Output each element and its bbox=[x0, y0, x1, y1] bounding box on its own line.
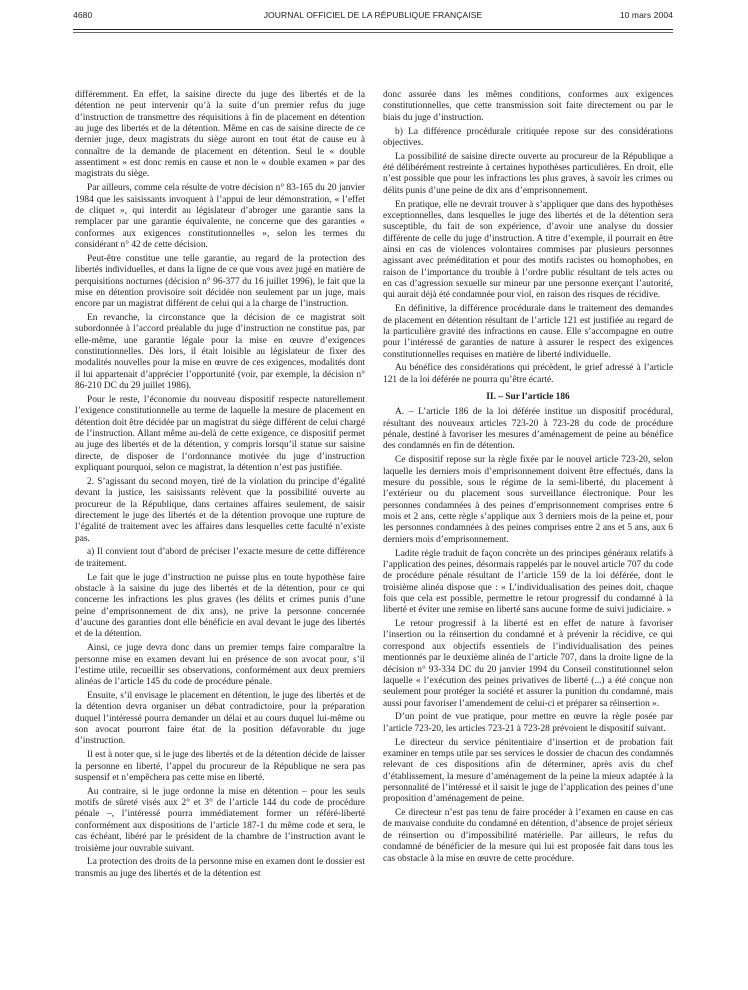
issue-date: 10 mars 2004 bbox=[619, 10, 673, 20]
journal-title: JOURNAL OFFICIEL DE LA RÉPUBLIQUE FRANÇAISE bbox=[263, 10, 483, 20]
paragraph: Il est à noter que, si le juge des libertés et de la détention décide de laisser la personne en liberté, l’appel du procureur de la République ne sera pas suspensif et n’empêchera pas cette mise en liberté. bbox=[75, 750, 365, 783]
paragraph: Ce directeur n’est pas tenu de faire procéder à l’examen en cause en cas de mauvaise conduite du condamné en détention, d’absence de projet sérieux de réinsertion ou d’impossibilité matérielle. Par ailleurs, le refus du condamné de bénéficier de la mesure qui lui est proposée fait dans tous les cas obstacle à la mise en œuvre de cette procédure. bbox=[383, 808, 673, 864]
paragraph: Le fait que le juge d’instruction ne puisse plus en toute hypothèse faire obstacle à la saisine du juge des libertés et de la détention, pour ce qui concerne les infractions les plus graves (les délits et crimes punis d’une peine d’emprisonnement de dix ans), ne prive la personne concernée d’aucune des garanties dont elle bénéficie en aval devant le juge des libertés et de la détention. bbox=[75, 572, 365, 640]
paragraph: Au bénéfice des considérations qui précèdent, le grief adressé à l’article 121 de la loi déférée ne pourra qu’être écarté. bbox=[383, 363, 673, 385]
paragraph: En définitive, la différence procédurale dans le traitement des demandes de placement en détention résultant de l’article 121 est justifiée au regard de la particulière gravité des infractions en cause. Elle s’accompagne en outre pour l’intéressé de garanties de nature à assurer le respect des exigences constitutionnelles requises en matière de liberté individuelle. bbox=[383, 304, 673, 360]
header-rule bbox=[73, 29, 673, 33]
paragraph: Ainsi, ce juge devra donc dans un premier temps faire comparaître la personne mise en examen devant lui en présence de son avocat pour, s’il l’estime utile, recueillir ses observations, conformément aux deux premiers alinéas de l’article 145 du code de procédure pénale. bbox=[75, 643, 365, 688]
paragraph: Au contraire, si le juge ordonne la mise en détention – pour les seuls motifs de sûreté visés aux 2° et 3° de l’article 144 du code de procédure pénale –, l’intéressé pourra immédiatement former un référé-liberté conformément aux dispositions de l’article 187-1 du même code et sera, le cas échéant, libéré par le président de la chambre de l’instruction avant le troisième jour ouvrable suivant. bbox=[75, 786, 365, 854]
paragraph: différemment. En effet, la saisine directe du juge des libertés et de la détention ne peut intervenir qu’à la suite d’un premier refus du juge d’instruction de transmettre des réquisitions à fin de placement en détention au juge des libertés et de la détention. Même en cas de saisine directe de ce dernier juge, deux magistrats du siège auront en tout état de cause eu à connaître de la demande de placement en détention. Seul le « double assentiment » est donc remis en cause et non le « double examen » par des magistrats du siège. bbox=[75, 90, 365, 180]
paragraph: D’un point de vue pratique, pour mettre en œuvre la règle posée par l’article 723-20, les articles 723-21 à 723-28 prévoient le dispositif suivant. bbox=[383, 712, 673, 734]
paragraph: Le directeur du service pénitentiaire d’insertion et de probation fait examiner en temps utile par ses services le dossier de chacun des condamnés relevant de ces dispositions afin de déterminer, après avis du chef d’établissement, la mesure d’aménagement de la peine la mieux adaptée à la personnalité de l’intéressé et il saisit le juge de l’application des peines d’une proposition d’aménagement de peine. bbox=[383, 737, 673, 805]
paragraph: La possibilité de saisine directe ouverte au procureur de la République a été délibérément restreinte à certaines hypothèses particulières. En droit, elle n’est possible que pour les infractions les plus graves, à savoir les crimes ou délits punis d’une peine de dix ans d’emprisonnement. bbox=[383, 151, 673, 196]
paragraph: donc assurée dans les mêmes conditions, conformes aux exigences constitutionnelles, que cette transmission soit faite directement ou par le biais du juge d’instruction. bbox=[383, 90, 673, 123]
right-column bbox=[383, 90, 673, 867]
paragraph: En revanche, la circonstance que la décision de ce magistrat soit subordonnée à l’accord préalable du juge d’instruction ne constitue pas, par elle-même, une garantie légale pour la mise en œuvre d’exigences constitutionnelles. Dès lors, il était loisible au législateur de fixer des modalités nouvelles pour la mise en œuvre de ces exigences, modalités dont il lui appartenait d’apprécier l’opportunité (voir, par exemple, la décision n° 86-210 DC du 29 juillet 1986). bbox=[75, 313, 365, 392]
page-number: 4680 bbox=[73, 10, 93, 20]
paragraph: Peut-être constitue une telle garantie, au regard de la protection des libertés individuelles, et dans la ligne de ce que vous avez jugé en matière de perquisitions nocturnes (décision n° 96-377 du 16 juillet 1996), le fait que la mise en détention provisoire soit décidée non seulement par un juge, mais encore par un magistrat différent de celui qui a la charge de l’instruction. bbox=[75, 253, 365, 310]
paragraph: b) La différence procédurale critiquée repose sur des considérations objectives. bbox=[383, 126, 673, 148]
paragraph: En pratique, elle ne devrait trouver à s’appliquer que dans des hypothèses exceptionnelles, dans lesquelles le juge des libertés et de la détention sera susceptible, du fait de son expérience, d’avoir une analyse du dossier différente de celle du juge d’instruction. A titre d’exemple, il pourrait en être ainsi en cas de violences volontaires commises par plusieurs personnes agissant avec préméditation et pour des motifs racistes ou homophobes, en raison de l’importance du trouble à l’ordre public résultant de tels actes ou en cas d’agression sexuelle sur mineur par une personne exerçant l’autorité, qui aurait déjà été condamnée pour viol, en raison des risques de récidive. bbox=[383, 199, 673, 301]
paragraph: La protection des droits de la personne mise en examen dont le dossier est transmis au juge des libertés et de la détention est bbox=[75, 857, 365, 879]
paragraph: Ce dispositif repose sur la règle fixée par le nouvel article 723-20, selon laquelle les derniers mois d’emprisonnement doivent être effectués, dans la mesure du possible, sous le régime de la semi-liberté, du placement à l’extérieur ou du placement sous surveillance électronique. Pour les personnes condamnées à des peines d’emprisonnement comprises entre 6 mois et 2 ans, cette règle s’applique aux 3 derniers mois de la peine et, pour les personnes condamnées à des peines comprises entre 2 ans et 5 ans, aux 6 derniers mois d’emprisonnement. bbox=[383, 455, 673, 545]
paragraph: Pour le reste, l’économie du nouveau dispositif respecte naturellement l’exigence constitutionnelle au terme de laquelle la mesure de placement en détention doit être décidée par un magistrat du siège différent de celui chargé de l’instruction. Allant même au-delà de cette exigence, ce dispositif permet au juge des libertés et de la détention, y compris lorsqu’il statue sur saisine directe, de disposer de l’ordonnance motivée du juge d’instruction expliquant pourquoi, selon ce magistrat, la détention n’est pas justifiée. bbox=[75, 394, 365, 473]
left-column bbox=[75, 90, 365, 883]
page-header bbox=[73, 4, 673, 24]
section-heading: II. – Sur l’article 186 bbox=[486, 392, 570, 403]
paragraph: a) Il convient tout d’abord de préciser l’exacte mesure de cette différence de traitement. bbox=[75, 547, 365, 569]
paragraph: A. – L’article 186 de la loi déférée institue un dispositif procédural, résultant des nouveaux articles 723-20 à 723-28 du code de procédure pénale, destiné à favoriser les mesures d’aménagement de peine au bénéfice des condamnés en fin de détention. bbox=[383, 407, 673, 452]
paragraph: 2. S’agissant du second moyen, tiré de la violation du principe d’égalité devant la justice, les saisissants relèvent que la possibilité ouverte au procureur de la République, dans certaines affaires seulement, de saisir directement le juge des libertés et de la détention provoque une rupture de l’égalité de traitement avec les affaires dans lesquelles cette faculté n’existe pas. bbox=[75, 476, 365, 544]
paragraph: Par ailleurs, comme cela résulte de votre décision n° 83-165 du 20 janvier 1984 que les saisissants invoquent à l’appui de leur démonstration, « l’effet de cliquet », qui interdit au législateur d’abroger une garantie sans la remplacer par une garantie équivalente, ne concerne que des garanties « conformes aux exigences constitutionnelles », selon les termes du considérant n° 42 de cette décision. bbox=[75, 183, 365, 250]
paragraph: Ladite règle traduit de façon concrète un des principes généraux relatifs à l’application des peines, désormais rappelés par le nouvel article 707 du code de procédure pénale résultant de l’article 159 de la loi déférée, dont le troisième alinéa dispose que : « L’individualisation des peines doit, chaque fois que cela est possible, permettre le retour progressif du condamné à la liberté et éviter une remise en liberté sans aucune forme de suivi judiciaire. » bbox=[383, 548, 674, 616]
paragraph: Ensuite, s’il envisage le placement en détention, le juge des libertés et de la détention devra organiser un débat contradictoire, pour la préparation duquel l’intéressé pourra demander un délai et au cours duquel lui-même ou son avocat pourront faire état de la position défavorable du juge d’instruction. bbox=[75, 691, 365, 747]
paragraph: Le retour progressif à la liberté est en effet de nature à favoriser l’insertion ou la réinsertion du condamné et à prévenir la récidive, ce qui correspond aux objectifs essentiels de l’individualisation des peines mentionnés par le deuxième alinéa de l’article 707, dans la droite ligne de la décision n° 93-334 DC du 20 janvier 1994 du Conseil constitutionnel selon laquelle « l’exécution des peines privatives de liberté (...) a été conçue non seulement pour protéger la société et assurer la punition du condamné, mais aussi pour favoriser l’amendement de celui-ci et préparer sa réinsertion ». bbox=[383, 619, 673, 709]
